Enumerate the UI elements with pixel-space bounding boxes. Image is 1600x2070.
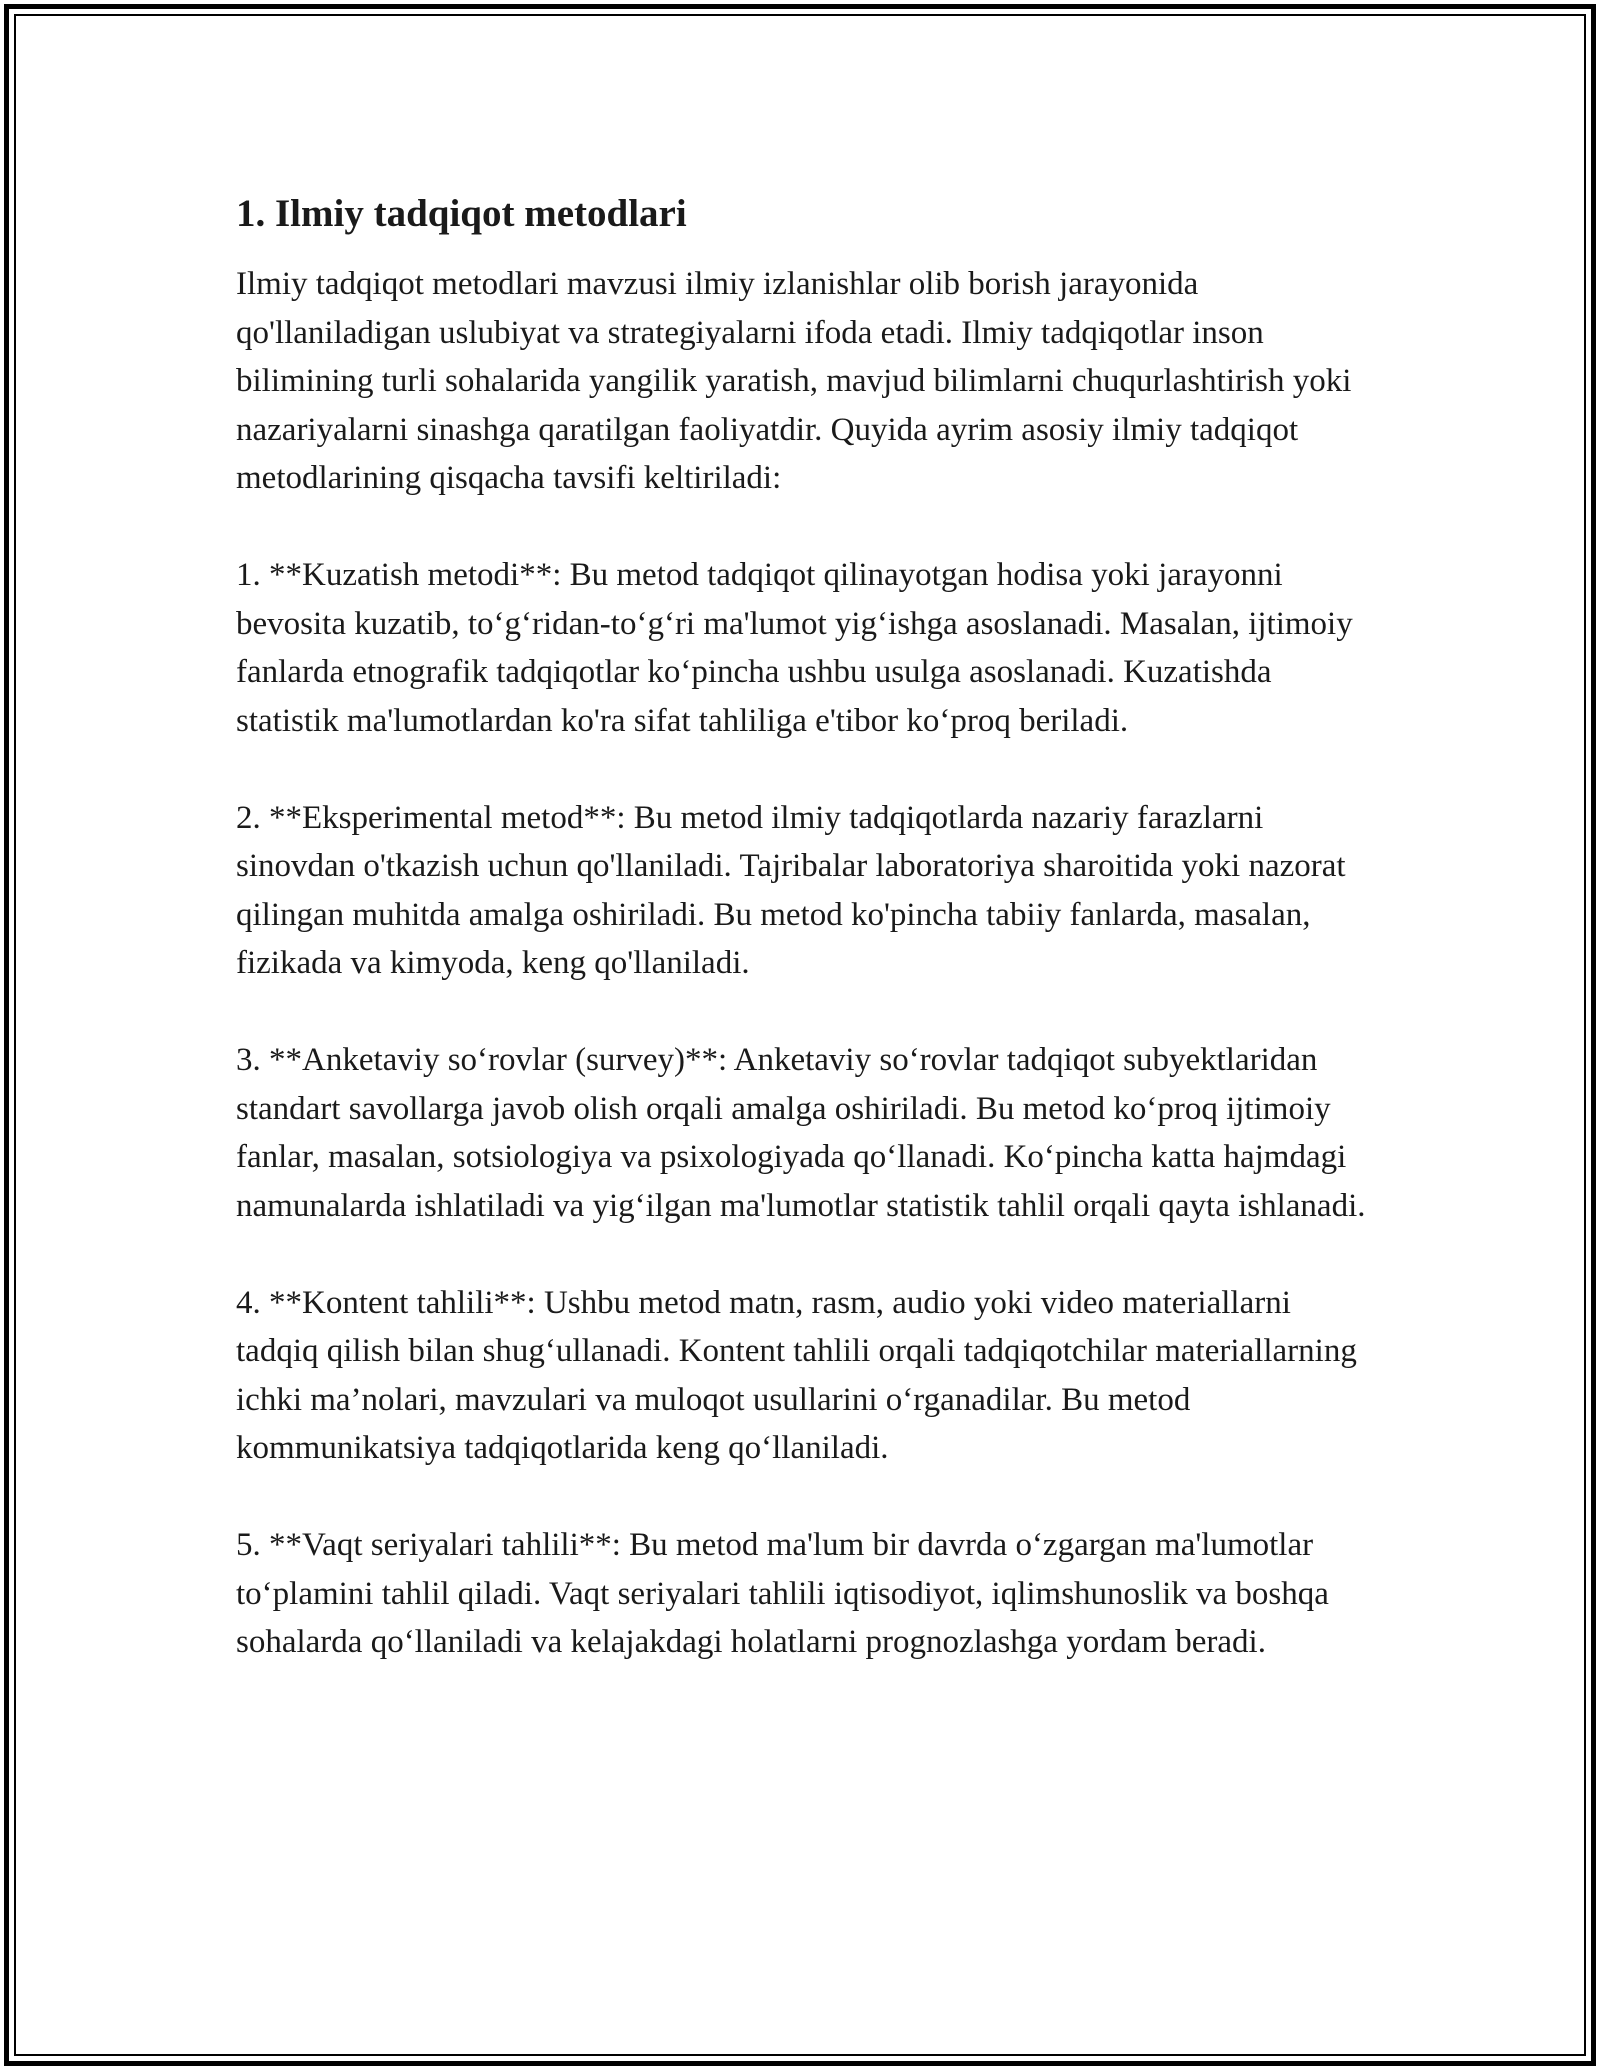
document-body xyxy=(236,188,1376,1667)
method-paragraph-observation: 1. **Kuzatish metodi**: Bu metod tadqiqot qilinayotgan hodisa yoki jarayonni bevosita kuzatib, to‘g‘ridan-to‘g‘ri ma'lumot yig‘ishga asoslanadi. Masalan, ijtimoiy fanlarda etnografik tadqiqotlar ko‘pincha ushbu usulga asoslanadi. Kuzatishda statistik ma'lumotlardan ko'ra sifat tahliliga e'tibor ko‘proq beriladi. xyxy=(236,557,1353,739)
method-paragraph-time-series: 5. **Vaqt seriyalari tahlili**: Bu metod ma'lum bir davrda o‘zgargan ma'lumotlar to‘plamini tahlil qiladi. Vaqt seriyalari tahlili iqtisodiyot, iqlimshunoslik va boshqa sohalarda qo‘llaniladi va kelajakdagi holatlarni prognozlashga yordam beradi. xyxy=(236,1527,1329,1660)
intro-paragraph: Ilmiy tadqiqot metodlari mavzusi ilmiy izlanishlar olib borish jarayonida qo'llaniladigan uslubiyat va strategiyalarni ifoda etadi. Ilmiy tadqiqotlar inson bilimining turli sohalarida yangilik yaratish, mavjud bilimlarni chuqurlashtirish yoki nazariyalarni sinashga qaratilgan faoliyatdir. Quyida ayrim asosiy ilmiy tadqiqot metodlarining qisqacha tavsifi keltiriladi: xyxy=(236,266,1352,496)
document-title: 1. Ilmiy tadqiqot metodlari xyxy=(236,192,687,235)
method-paragraph-experimental: 2. **Eksperimental metod**: Bu metod ilmiy tadqiqotlarda nazariy farazlarni sinovdan o'tkazish uchun qo'llaniladi. Tajribalar laboratoriya sharoitida yoki nazorat qilingan muhitda amalga oshiriladi. Bu metod ko'pincha tabiiy fanlarda, masalan, fizikada va kimyoda, keng qo'llaniladi. xyxy=(236,799,1346,981)
method-paragraph-survey: 3. **Anketaviy so‘rovlar (survey)**: Anketaviy so‘rovlar tadqiqot subyektlaridan standart savollarga javob olish orqali amalga oshiriladi. Bu metod ko‘proq ijtimoiy fanlar, masalan, sotsiologiya va psixologiyada qo‘llanadi. Ko‘pincha katta hajmdagi namunalarda ishlatiladi va yig‘ilgan ma'lumotlar statistik tahlil orqali qayta ishlanadi. xyxy=(236,1042,1366,1224)
method-paragraph-content-analysis: 4. **Kontent tahlili**: Ushbu metod matn, rasm, audio yoki video materiallarni tadqiq qilish bilan shug‘ullanadi. Kontent tahlili orqali tadqiqotchilar materiallarning ichki ma’nolari, mavzulari va muloqot usullarini o‘rganadilar. Bu metod kommunikatsiya tadqiqotlarida keng qo‘llaniladi. xyxy=(236,1284,1357,1466)
